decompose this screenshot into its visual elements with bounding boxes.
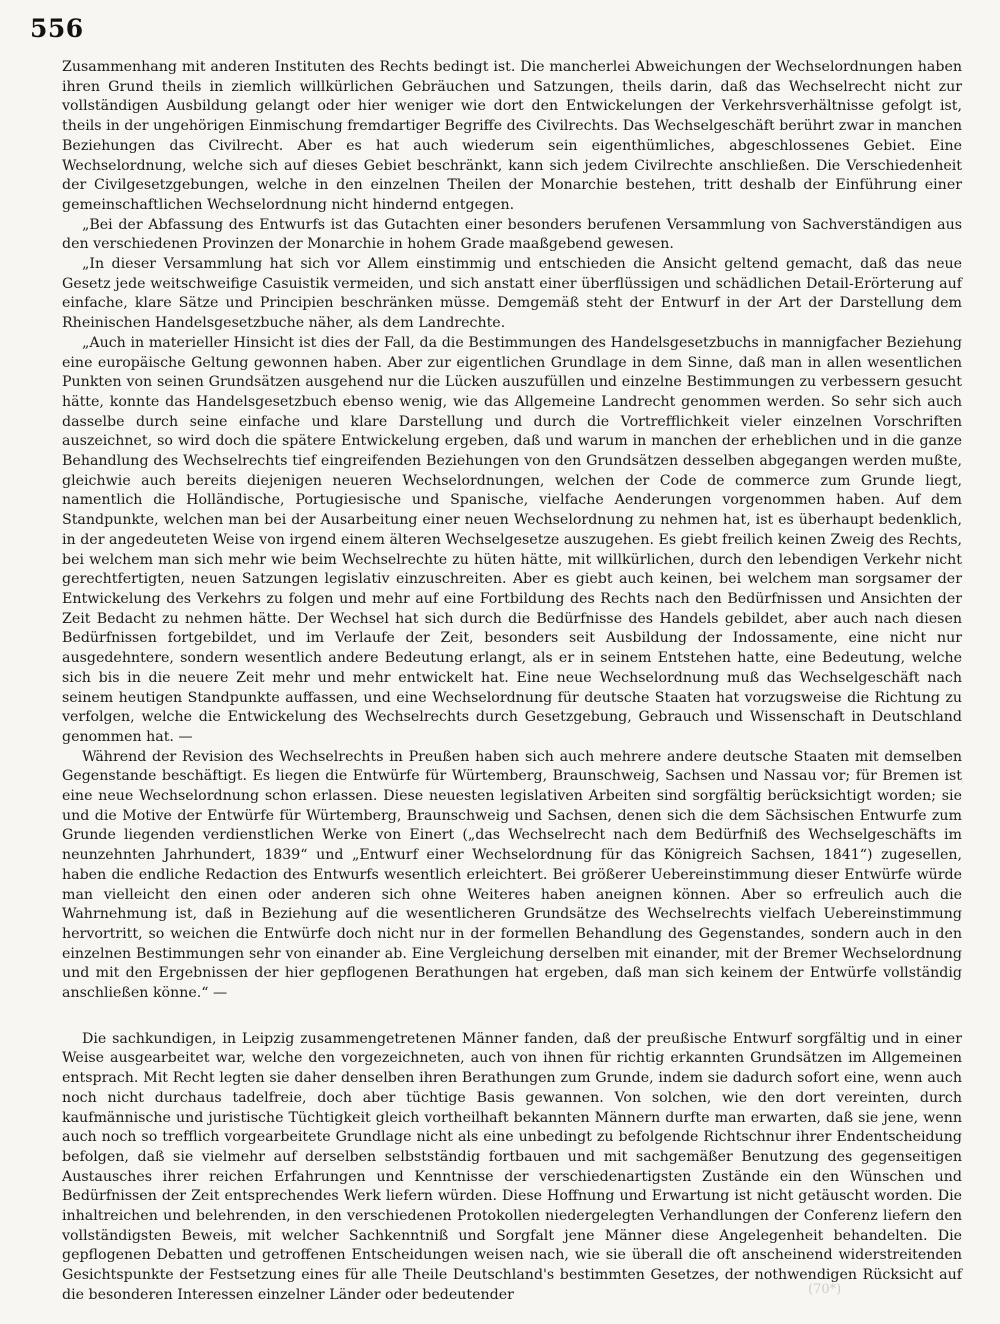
page-number: 556	[30, 14, 84, 43]
section-gap	[62, 1004, 962, 1030]
paragraph: Während der Revision des Wechselrechts in Preußen haben sich auch mehrere andere deutsche Staaten mit demselben Gegenstande beschäftigt. Es liegen die Entwürfe für Würtemberg, Braunschweig, Sachsen und Nassau vor; für Bremen ist eine neue Wechselordnung schon erlassen. Diese neuesten legislativen Arbeiten sind sorgfältig berücksichtigt worden; sie und die Motive der Entwürfe für Würtemberg, Braunschweig und Sachsen, denen sich die dem Sächsischen Entwurfe zum Grunde liegenden verdienstlichen Werke von Einert („das Wechselrecht nach dem Bedürfniß des Wechselgeschäfts im neunzehnten Jahrhundert, 1839“ und „Entwurf einer Wechselordnung für das Königreich Sachsen, 1841“) zugesellen, haben die endliche Redaction des Entwurfs wesentlich erleichtert. Bei größerer Uebereinstimmung dieser Entwürfe würde man vielleicht den einen oder anderen sich ohne Weiteres haben aneignen können. Aber so erfreulich auch die Wahrnehmung ist, daß in Beziehung auf die wesentlicheren Grundsätze des Wechselrechts vielfach Uebereinstimmung hervortritt, so weichen die Entwürfe doch nicht nur in der formellen Behandlung des Gegenstandes, sondern auch in den einzelnen Bestimmungen sehr von einander ab. Eine Vergleichung derselben mit einander, mit der Bremer Wechselordnung und mit den Ergebnissen der hier gepflogenen Berathungen hat ergeben, daß man sich keinem der Entwürfe vollständig anschließen könne.“ —	[62, 748, 962, 1002]
paragraph: „Bei der Abfassung des Entwurfs ist das Gutachten einer besonders berufenen Versammlung von Sachverständigen aus den verschiedenen Provinzen der Monarchie in hohem Grade maaßgebend gewesen.	[62, 216, 962, 253]
paragraph: Die sachkundigen, in Leipzig zusammengetretenen Männer fanden, daß der preußische Entwurf sorgfältig und in einer Weise ausgearbeitet war, welche den vorgezeichneten, auch von ihnen für richtig erkannten Grundsätzen im Allgemeinen entsprach. Mit Recht legten sie daher denselben ihren Berathungen zum Grunde, indem sie dadurch sofort eine, wenn auch noch nicht durchaus tadelfreie, doch aber tüchtige Basis gewannen. Von solchen, wie den dort vereinten, durch kaufmännische und juristische Tüchtigkeit gleich vortheilhaft bekannten Männern durfte man erwarten, daß sie jene, wenn auch noch so trefflich vorgearbeitete Grundlage nicht als eine unbedingt zu befolgende Richtschnur ihrer Endentscheidung befolgen, daß sie vielmehr auf derselben selbstständig fortbauen und mit sachgemäßer Benutzung des gegenseitigen Austausches ihrer reichen Erfahrungen und Kenntnisse der verschiedenartigsten Zustände ein den Wünschen und Bedürfnissen der Zeit entsprechendes Werk liefern würden. Diese Hoffnung und Erwartung ist nicht getäuscht worden. Die inhaltreichen und belehrenden, in den verschiedenen Protokollen niedergelegten Verhandlungen der Conferenz liefern den vollständigsten Beweis, mit welcher Sachkenntniß und Sorgfalt jene Männer diese Angelegenheit behandelten. Die gepflogenen Debatten und getroffenen Entscheidungen weisen nach, wie sie überall die oft anscheinend widerstreitenden Gesichtspunkte der Festsetzung eines für alle Theile Deutschland's bestimmten Gesetzes, der nothwendigen Rücksicht auf die besonderen Interessen einzelner Länder oder bedeutender	[62, 1030, 962, 1303]
paragraph: „Auch in materieller Hinsicht ist dies der Fall, da die Bestimmungen des Handelsgesetzbuchs in mannigfacher Beziehung eine europäische Geltung gewonnen haben. Aber zur eigentlichen Grundlage in dem Sinne, daß man in allen wesentlichen Punkten von seinen Grundsätzen ausgehend nur die Lücken auszufüllen und einzelne Bestimmungen zu verbessern gesucht hätte, konnte das Handelsgesetzbuch ebenso wenig, wie das Allgemeine Landrecht genommen werden. So sehr sich auch dasselbe durch seine einfache und klare Darstellung und durch die Vortrefflichkeit vieler einzelnen Vorschriften auszeichnet, so wird doch die spätere Entwickelung ergeben, daß und warum in manchen der erheblichen und in die ganze Behandlung des Wechselrechts tief eingreifenden Beziehungen von den Grundsätzen desselben abgegangen werden mußte, gleichwie auch bereits diejenigen neueren Wechselordnungen, welchen der Code de commerce zum Grunde liegt, namentlich die Holländische, Portugiesische und Spanische, vielfache Aenderungen vorgenommen haben. Auf dem Standpunkte, welchen man bei der Ausarbeitung einer neuen Wechselordnung zu nehmen hat, ist es überhaupt bedenklich, in der angedeuteten Weise von irgend einem älteren Wechselgesetze auszugehen. Es giebt freilich keinen Zweig des Rechts, bei welchem man sich mehr wie beim Wechselrechte zu hüten hätte, mit willkürlichen, durch den lebendigen Verkehr nicht gerechtfertigten, neuen Satzungen legislativ einzuschreiten. Aber es giebt auch keinen, bei welchem man sorgsamer der Entwickelung des Verkehrs zu folgen und mehr auf eine Fortbildung des Rechts nach den Bedürfnissen und Ansichten der Zeit Bedacht zu nehmen hätte. Der Wechsel hat sich durch die Bedürfnisse des Handels gebildet, aber auch nach diesen Bedürfnissen fortgebildet, und im Verlaufe der Zeit, besonders seit Ausbildung der Indossamente, eine nicht nur ausgedehntere, sondern wesentlich andere Bedeutung erlangt, als er in seinem Entstehen hatte, eine Bedeutung, welche sich bis in die neuere Zeit mehr und mehr entwickelt hat. Eine neue Wechselordnung muß das Wechselgeschäft nach seinem heutigen Standpunkte auffassen, und eine Wechselordnung für deutsche Staaten hat vorzugsweise die Richtung zu verfolgen, welche die Entwickelung des Wechselrechts durch Gesetzgebung, Gebrauch und Wissenschaft in Deutschland genommen hat. —	[62, 334, 962, 745]
faint-footer-mark: (70*)	[808, 1282, 842, 1297]
page-body-text	[62, 58, 962, 1306]
paragraph: „In dieser Versammlung hat sich vor Allem einstimmig und entschieden die Ansicht geltend gemacht, daß das neue Gesetz jede weitschweifige Casuistik vermeiden, und sich anstatt einer überflüssigen und schädlichen Detail-Erörterung auf einfache, klare Sätze und Principien beschränken müsse. Demgemäß steht der Entwurf in der Art der Darstellung dem Rheinischen Handelsgesetzbuche näher, als dem Landrechte.	[62, 256, 962, 332]
paragraph: Zusammenhang mit anderen Instituten des Rechts bedingt ist. Die mancherlei Abweichungen der Wechselordnungen haben ihren Grund theils in ziemlich willkürlichen Gebräuchen und Satzungen, theils darin, daß das Wechselrecht nicht zur vollständigen Ausbildung gelangt oder hier weniger wie dort den Entwickelungen der Verkehrsverhältnisse gefolgt ist, theils in der ungehörigen Einmischung fremdartiger Begriffe des Civilrechts. Das Wechselgeschäft berührt zwar in manchen Beziehungen das Civilrecht. Aber es hat auch wiederum sein eigenthümliches, abgeschlossenes Gebiet. Eine Wechselordnung, welche sich auf dieses Gebiet beschränkt, kann sich jedem Civilrechte anschließen. Die Verschiedenheit der Civilgesetzgebungen, welche in den einzelnen Theilen der Monarchie bestehen, tritt deshalb der Einführung einer gemeinschaftlichen Wechselordnung nicht hindernd entgegen.	[62, 59, 962, 213]
